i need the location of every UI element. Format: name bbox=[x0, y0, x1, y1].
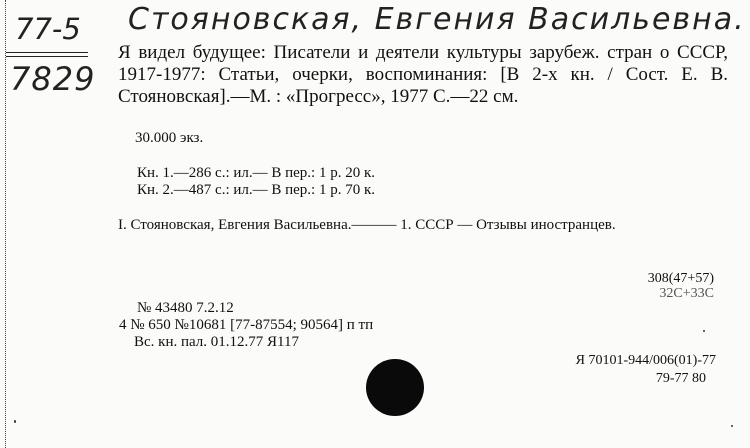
volume-1: Кн. 1.—286 с.: ил.— В пер.: 1 р. 20 к. bbox=[137, 165, 376, 181]
publication-code: Я 70101-944/006(01)-77 bbox=[575, 353, 716, 368]
classification-number-2: 32С+33С bbox=[659, 286, 714, 301]
card-edge bbox=[0, 0, 6, 448]
punch-hole bbox=[366, 359, 424, 416]
ink-speck bbox=[703, 330, 705, 332]
subject-entry: I. Стояновская, Евгения Васильевна.——— 1. СССР — Отзывы иностранцев. bbox=[118, 217, 616, 233]
print-run: 30.000 экз. bbox=[135, 130, 204, 146]
shelf-mark-rule bbox=[6, 52, 88, 57]
inventory-number: 7829 bbox=[10, 60, 96, 98]
volume-2: Кн. 2.—487 с.: ил.— В пер.: 1 р. 70 к. bbox=[137, 182, 376, 198]
shelf-mark: 77-5 bbox=[15, 12, 81, 46]
title-statement: Я видел будущее: Писатели и деятели культуры зарубеж. стран о СССР, 1917-1977: Статьи, очерки, воспоминания: [В 2-х кн. / Сост. Е. В. Стояновская].—М. : «Прогресс», 1977 С.—22 см. bbox=[118, 42, 728, 107]
classification-number: 308(47+57) bbox=[647, 271, 714, 286]
catalog-card-number: 79-77 80 bbox=[655, 371, 706, 386]
signed-to-print: Вс. кн. пал. 01.12.77 Я117 bbox=[134, 334, 299, 350]
ink-speck bbox=[14, 420, 16, 423]
handwritten-author: Стояновская, Евгения Васильевна. bbox=[128, 2, 746, 37]
ink-speck bbox=[731, 425, 733, 427]
publisher-number: № 43480 7.2.12 bbox=[137, 300, 234, 316]
order-number: 4 № 650 №10681 [77-87554; 90564] п тп bbox=[119, 317, 374, 333]
